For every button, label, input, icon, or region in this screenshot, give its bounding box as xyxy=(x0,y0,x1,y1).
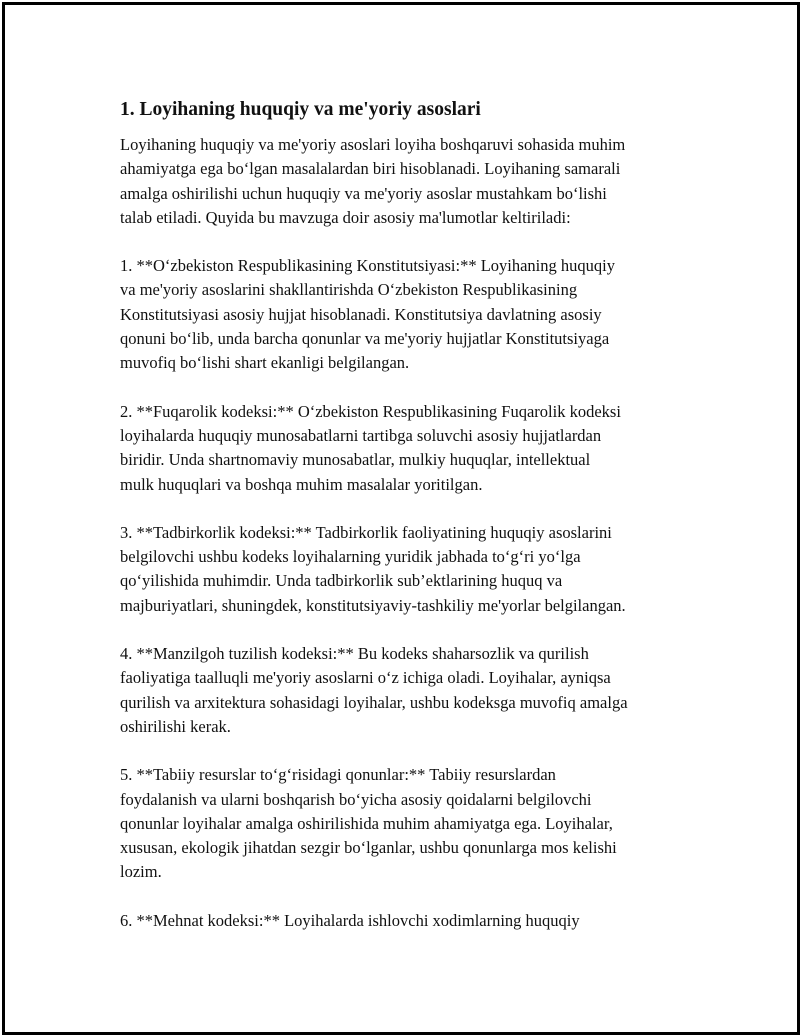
text-line: xususan, ekologik jihatdan sezgir bo‘lganlar, ushbu qonunlarga mos kelishi xyxy=(120,838,617,858)
paragraph-business-code xyxy=(120,521,690,618)
text-line: qo‘yilishida muhimdir. Unda tadbirkorlik sub’ektlarining huquq va xyxy=(120,571,563,591)
paragraph-natural-resources xyxy=(120,763,690,884)
text-line: Loyihaning huquqiy va me'yoriy asoslari loyiha boshqaruvi sohasida muhim xyxy=(120,135,626,154)
text-line: 6. **Mehnat kodeksi:** Loyihalarda ishlovchi xodimlarning huquqiy xyxy=(120,910,580,930)
paragraph-civil-code xyxy=(120,400,690,497)
text-line: talab etiladi. Quyida bu mavzuga doir asosiy ma'lumotlar keltiriladi: xyxy=(120,207,571,227)
text-line: amalga oshirilishi uchun huquqiy va me'yoriy asoslar mustahkam bo‘lishi xyxy=(120,183,607,203)
text-line: Konstitutsiyasi asosiy hujjat hisoblanadi. Konstitutsiya davlatning asosiy xyxy=(120,304,602,324)
text-line: qonuni bo‘lib, unda barcha qonunlar va me'yoriy hujjatlar Konstitutsiyaga xyxy=(120,329,610,349)
paragraph-labor-code xyxy=(120,909,690,933)
text-line: majburiyatlari, shuningdek, konstitutsiyaviy-tashkiliy me'yorlar belgilangan. xyxy=(120,595,626,615)
text-line: lozim. xyxy=(120,862,162,882)
text-line: biridir. Unda shartnomaviy munosabatlar, mulkiy huquqlar, intellektual xyxy=(120,450,591,470)
paragraph-intro xyxy=(120,133,690,230)
page-frame xyxy=(2,2,800,1035)
text-line: 5. **Tabiiy resurslar to‘g‘risidagi qonunlar:** Tabiiy resurslardan xyxy=(120,765,556,785)
text-line: faoliyatiga taalluqli me'yoriy asoslarni o‘z ichiga oladi. Loyihalar, ayniqsa xyxy=(120,668,611,688)
text-line: va me'yoriy asoslarini shakllantirishda O‘zbekiston Respublikasining xyxy=(120,280,578,300)
section-heading: 1. Loyihaning huquqiy va me'yoriy asoslari xyxy=(120,99,481,120)
text-line: mulk huquqlari va boshqa muhim masalalar yoritilgan. xyxy=(120,474,483,494)
text-line: 2. **Fuqarolik kodeksi:** O‘zbekiston Respublikasining Fuqarolik kodeksi xyxy=(120,401,621,421)
text-line: qurilish va arxitektura sohasidagi loyihalar, ushbu kodeksga muvofiq amalga xyxy=(120,692,628,712)
text-line: belgilovchi ushbu kodeks loyihalarning yuridik jabhada to‘g‘ri yo‘lga xyxy=(120,547,581,567)
text-line: ahamiyatga ega bo‘lgan masalalardan biri hisoblanadi. Loyihaning samarali xyxy=(120,159,621,179)
paragraph-urban-code xyxy=(120,642,690,739)
text-line: 4. **Manzilgoh tuzilish kodeksi:** Bu kodeks shaharsozlik va qurilish xyxy=(120,644,589,664)
document-body xyxy=(120,97,690,957)
text-line: loyihalarda huquqiy munosabatlarni tartibga soluvchi asosiy hujjatlardan xyxy=(120,425,602,445)
text-line: qonunlar loyihalar amalga oshirilishida muhim ahamiyatga ega. Loyihalar, xyxy=(120,813,613,833)
text-line: muvofiq bo‘lishi shart ekanligi belgilangan. xyxy=(120,353,410,373)
text-line: foydalanish va ularni boshqarish bo‘yicha asosiy qoidalarni belgilovchi xyxy=(120,789,592,809)
text-line: oshirilishi kerak. xyxy=(120,716,231,736)
text-line: 1. **O‘zbekiston Respublikasining Konstitutsiyasi:** Loyihaning huquqiy xyxy=(120,256,615,276)
paragraph-constitution xyxy=(120,254,690,375)
text-line: 3. **Tadbirkorlik kodeksi:** Tadbirkorlik faoliyatining huquqiy asoslarini xyxy=(120,522,612,542)
